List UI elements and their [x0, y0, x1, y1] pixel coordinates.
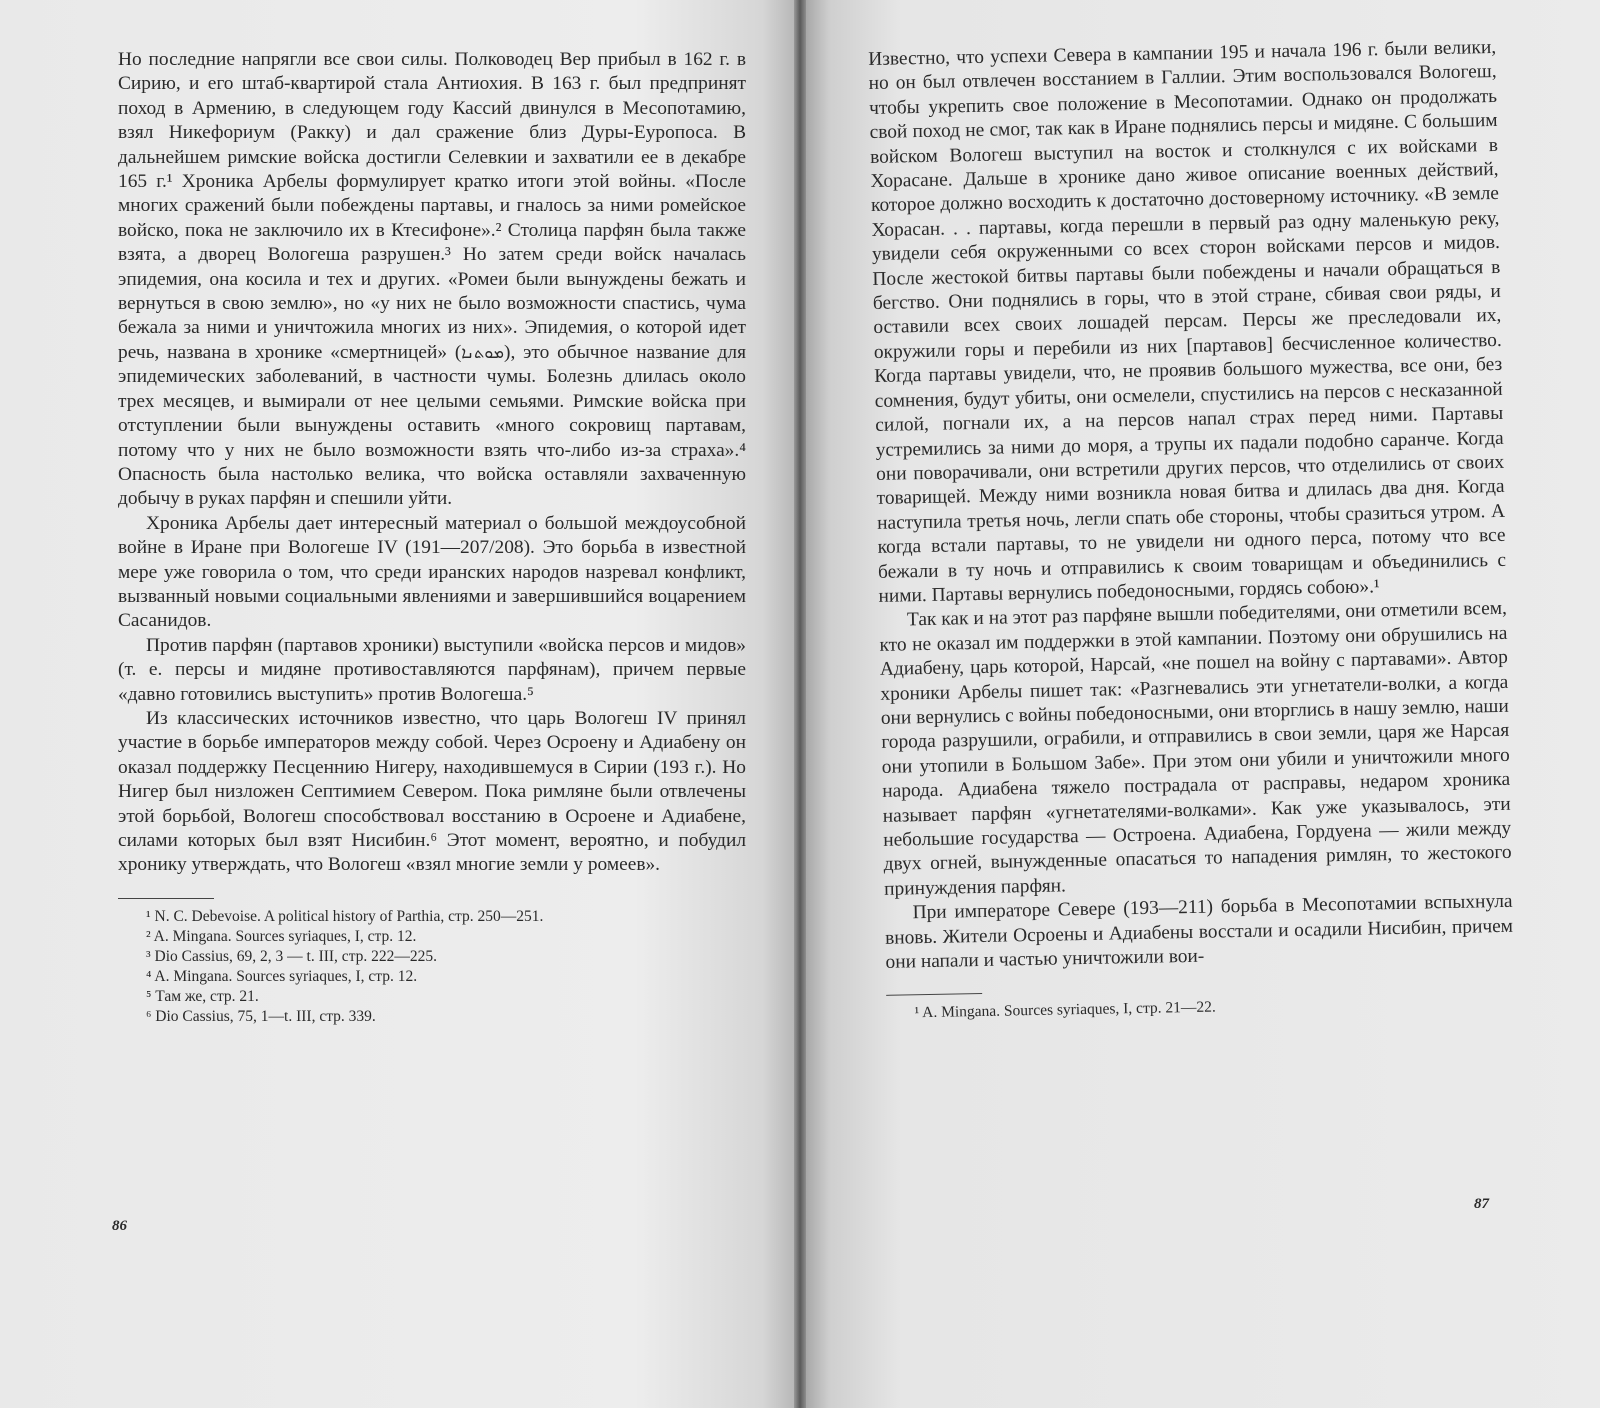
footnote: ⁵ Там же, стр. 21. [146, 987, 259, 1005]
page-number: 86 [112, 1218, 127, 1234]
footnote: ⁴ A. Mingana. Sources syriaques, I, стр. 12. [146, 967, 418, 985]
paragraph: Так как и на этот раз парфяне вышли победителями, они отметили всем, кто не оказал им поддержки в этой кампании. Поэтому они обрушились на Адиабену, царь которой, Нарсай, «не пошел на войну с партавами». Автор хроники Арбелы пишет так: «Разгневались эти угнетатели-волки, а когда они вернулись с войны победоносными, они вторглись в нашу землю, наши города разрушили, ограбили, и отправились в свои земли, царя же Нарсая они утопили в Большом Забе». При этом они убили и уничтожили много народа. Адиабена тяжело пострадала от расправы, недаром хроника называет парфян «угнетателями-волками». Как уже указывалось, эти небольшие государства — Остроена. Адиабена, Гордуена — жили между двух огней, вынужденные опасаться то нападения римлян, то жестокого принуждения парфян. [879, 598, 1512, 900]
paragraph: Известно, что успехи Севера в кампании 195 и начала 196 г. были велики, но он был отвлечен восстанием в Галлии. Этим воспользовался Вологеш, чтобы укрепить свое положение в Месопотамии. Однако он продолжать свой поход не смог, так как в Иране поднялись персы и мидяне. С большим войском Вологеш выступил на восток и столкнулся с их войсками в Хорасане. Дальше в хронике дано живое описание военных действий, которое должно восходить к достаточно достоверному источнику. «В земле Хорасан. . . партавы, когда перешли в первый раз одну маленькую реку, увидели себя окруженными со всех сторон войсками персов и мидов. После жестокой битвы партавы были побеждены и начали обращаться в бегство. Они поднялись в горы, что в этой стране, сбивая свои ряды, и оставили всех своих лошадей персам. Персы же преследовали их, окружили горы и перебили из них [партавов] бесчисленное количество. Когда партавы увидели, что, не проявив большого мужества, все они, без сомнения, будут убиты, они осмелели, спустились на персов с несказанной силой, погнали их, а на персов напал страх перед ними. Партавы устремились за ними до моря, а трупы их падали подобно саранче. Когда они поворачивали, они встретили других персов, что отделились от своих товарищей. Между ними возникла новая битва и длилась два дня. Когда наступила третья ночь, легли спать обе стороны, чтобы сразиться утром. А когда встали партавы, то не увидели ни одного перса, потому что все бежали в ту ночь и отправились к своим товарищам и объединились с ними. Партавы вернулись победоносными, гордясь собою».¹ [868, 36, 1507, 607]
page-number: 87 [1474, 1196, 1489, 1212]
footnotes [886, 992, 1514, 1024]
paragraph-text: Но последние напрягли все свои силы. Полководец Вер прибыл в 162 г. в Сирию, и его штаб-квартирой стала Антиохия. В 163 г. был предпринят поход в Армению, в следующем году Кассий двинулся в Месопотамию, взял Никефориум (Ракку) и дал сражение близ Дуры-Еуропоса. В дальнейшем римские войска достигли Селевкии и захватили ее в декабре 165 г.¹ Хроника Арбелы формулирует кратко итоги этой войны. «После многих сражений были побеждены партавы, и гналось за ними ромейское войско, пока не заключило их в Ктесифоне».² Столица парфян была также взята, а дворец Вологеша разрушен.³ Но затем среди войск началась эпидемия, она косила и тех и других. «Ромеи были вынуждены бежать и вернуться в свою землю», но «у них не было возможности спастись, чума бежала за ними и уничтожила многих из них». Эпидемия, о которой идет речь, названа в хронике «смертницей» ( [118, 49, 746, 363]
footnote: ¹ N. C. Debevoise. A political history of Parthia, стр. 250—251. [146, 907, 544, 925]
right-page [806, 0, 1600, 1408]
book-gutter [794, 0, 806, 1408]
paragraph: Хроника Арбелы дает интересный материал о большой междоусобной войне в Иране при Вологеше IV (191—207/208). Это борьба в известной мере уже говорила о том, что среди иранских народов назревал конфликт, вызванный новыми социальными явлениями и завершившийся воцарением Сасанидов. [118, 512, 746, 632]
right-page-text [868, 36, 1515, 1024]
footnotes [118, 907, 746, 1027]
footnote-divider [886, 993, 982, 996]
paragraph-text-continued: ), это обычное название для эпидемических заболеваний, в частности чумы. Болезнь длилась около трех месяцев, и вымирали от нее целыми семьями. Римские войска при отступлении были вынуждены оставить «много сокровищ партавам, потому что у них не было возможности взять что-либо из-за страха».⁴ Опасность была настолько велика, что войска оставляли захваченную добычу в руках парфян и спешили уйти. [118, 341, 746, 510]
left-page [0, 0, 794, 1408]
footnote: ¹ A. Mingana. Sources syriaques, I, стр. 21—22. [914, 998, 1216, 1022]
footnote-divider [118, 898, 214, 899]
paragraph: Против парфян (партавов хроники) выступили «войска персов и мидов» (т. е. персы и мидяне противоставляются парфянам), причем первые «давно готовились выступить» против Вологеша.⁵ [118, 634, 746, 705]
footnote: ⁶ Dio Cassius, 75, 1—t. III, стр. 339. [146, 1007, 376, 1025]
paragraph [118, 48, 746, 512]
paragraph: Из классических источников известно, что царь Вологеш IV принял участие в борьбе императоров между собой. Через Осроену и Адиабену он оказал поддержку Песценнию Нигеру, находившемуся в Сирии (193 г.). Но Нигер был низложен Септимием Севером. Пока римляне были отвлечены этой борьбой, Вологеш способствовал восстанию в Осроене и Адиабене, силами которых был взят Нисибин.⁶ Этот момент, вероятно, и побудил хронику утверждать, что Вологеш «взял многие земли у ромеев». [118, 707, 746, 876]
footnote: ³ Dio Cassius, 69, 2, 3 — t. III, стр. 222—225. [146, 947, 438, 965]
footnote: ² A. Mingana. Sources syriaques, I, стр. 12. [146, 927, 417, 945]
paragraph: При императоре Севере (193—211) борьба в Месопотамии вспыхнула вновь. Жители Осроены и Адиабены восстали и осадили Нисибин, причем они напали и частью уничтожили вои- [884, 891, 1514, 973]
left-page-text [118, 48, 746, 1027]
syriac-word: ܡܘܬܢܐ [461, 342, 504, 362]
